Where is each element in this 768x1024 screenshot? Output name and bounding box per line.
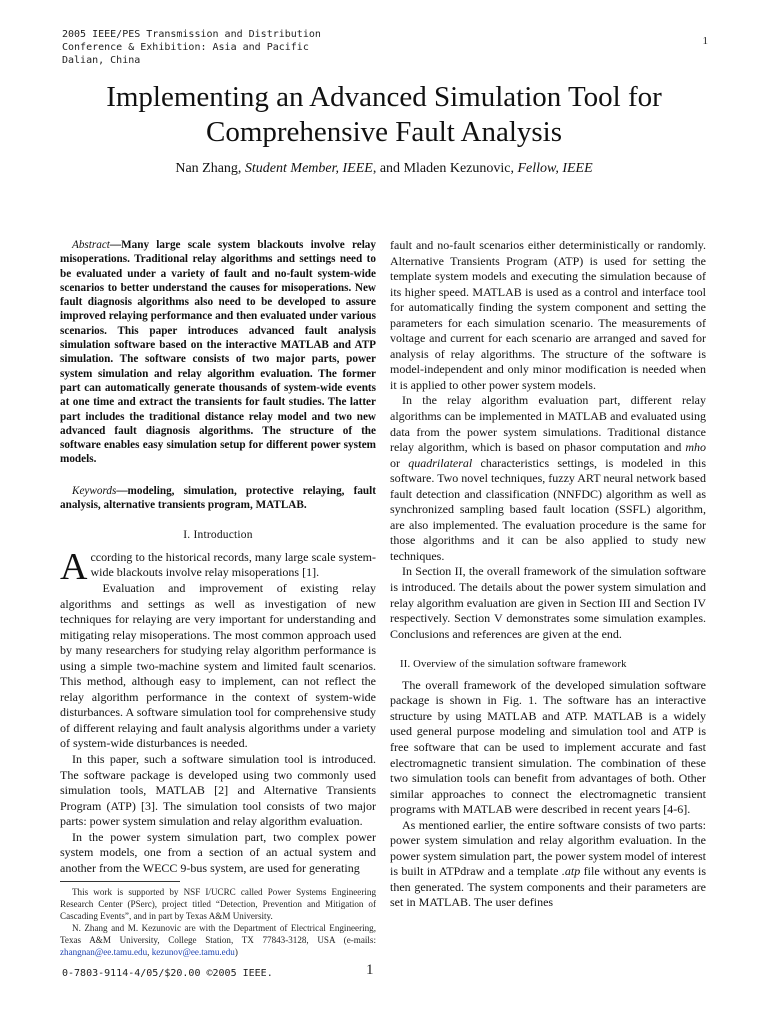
abstract-lead: Abstract bbox=[72, 239, 110, 251]
footnote-rule bbox=[60, 881, 180, 882]
drop-cap: A bbox=[60, 545, 88, 588]
conference-header: 2005 IEEE/PES Transmission and Distribution Conference & Exhibition: Asia and Pacific Dalian, China bbox=[62, 29, 321, 66]
author-2-name: Mladen Kezunovic bbox=[403, 161, 511, 176]
abstract bbox=[60, 238, 376, 467]
section-1-heading: I. Introduction bbox=[183, 529, 253, 542]
email-separator: , bbox=[147, 947, 152, 957]
s2-p2-text-b: file without any events is then generated. The system components and their parameters are set in MATLAB. The user defines bbox=[390, 864, 706, 910]
author-2-affiliation: Fellow, IEEE bbox=[517, 161, 593, 176]
intro-paragraph-2: Evaluation and improvement of existing relay algorithms and settings as well as investigation of new techniques for relaying are very important for understanding and mitigating relay misoperations. The most common approach used by many researchers for studying relay algorithm performance is using a simple two-machine system and limited fault scenarios. This method, although easy to implement, can not reflect the relay algorithm performance in the context of system-wide disturbances. A software simulation tool for comprehensive study of different relaying and fault analysis algorithms under a variety of system-wide disturbances is needed. bbox=[60, 580, 376, 751]
right-paragraph-1: fault and no-fault scenarios either deterministically or randomly. Alternative Transients Program (ATP) is used for setting the template system models and executing the simulation because of its higher speed. MATLAB is used as a control and interface tool for automatically finding the system component and setting the parameters for each simulation scenario. The measurements of voltage and current for each scenario are arranged and saved for analysis of relay algorithms. The structure of the software is model-independent and only minor modification is needed when it is applied to other power system models. bbox=[390, 238, 706, 392]
footnote-affiliation-text: N. Zhang and M. Kezunovic are with the Department of Electrical Engineering, Texas A&M University, College Station, TX 77843-3128, USA (e-mails: bbox=[60, 923, 376, 945]
paper-title-line-2: Comprehensive Fault Analysis bbox=[205, 116, 563, 148]
atp-file-term: .atp bbox=[561, 864, 581, 879]
author-1-affiliation: Student Member, IEEE bbox=[244, 161, 373, 176]
footer-isbn: 0-7803-9114-4/05/$20.00 ©2005 IEEE. bbox=[62, 968, 273, 979]
header-page-number: 1 bbox=[702, 35, 708, 47]
intro-paragraph-4: In the power system simulation part, two complex power system models, one from a section of an actual system and another from the WECC 9-bus system, are used for generating bbox=[60, 829, 376, 875]
section-2-paragraph-2 bbox=[390, 818, 706, 911]
left-column bbox=[60, 238, 376, 876]
abstract-text: —Many large scale system blackouts involve relay misoperations. Traditional relay algorithms and settings need to be evaluated under a variety of fault and no-fault system-wide scenarios to better understand the causes for misoperations. New fault diagnosis algorithms also need to be developed to assure improved relaying performance and then evaluated under various scenarios. This paper introduces advanced fault analysis simulation software based on the interactive MATLAB and ATP simulation. The software consists of two major parts, power system simulation and relay algorithm evaluation. The former part can automatically generate thousands of system-wide events at one time and extract the transients for fault studies. The latter part includes the traditional distance relay model and two new advanced fault diagnosis algorithms. The structure of the software enables easy simulation setup for different power system models. bbox=[60, 239, 376, 466]
intro-paragraph-3: In this paper, such a software simulation tool is introduced. The software package is developed using two commonly used simulation tools, MATLAB [2] and Alternative Transients Program (ATP) [3]. The simulation tool consists of two major parts: power system simulation and relay algorithm evaluation. bbox=[60, 752, 376, 829]
right-p2-text-a: In the relay algorithm evaluation part, different relay algorithms can be implemented in MATLAB and evaluated using data from the power system simulations. Traditional distance relay algorithm, which is based on phasor computation and bbox=[390, 393, 706, 455]
footnote bbox=[60, 886, 376, 958]
section-2-paragraph-1: The overall framework of the developed simulation software package is shown in Fig. 1. The software has an interactive structure by using MATLAB and ATP. MATLAB is a widely used general purpose modeling and simulation tool and ATP is free software that can be used to implement accurate and fast electromagnetic transient simulation. The combination of these two simulation tools can benefit from advantages of both. Other similar approaches to connect the electromagnetic transient programs with MATLAB were described in recent years [4-6]. bbox=[390, 677, 706, 817]
author-joiner: , and bbox=[372, 161, 404, 176]
keywords-lead: Keywords bbox=[72, 484, 117, 497]
author-line: Nan Zhang, Student Member, IEEE, and Mladen Kezunovic, Fellow, IEEE bbox=[175, 161, 593, 176]
right-paragraph-3: In Section II, the overall framework of the simulation software is introduced. The details about the power system simulation and relay algorithm evaluation are given in Section III and Section IV respectively. Section V demonstrates some simulation examples. Conclusions and references are given at the end. bbox=[390, 564, 706, 641]
right-p2-text-c: characteristics settings, is modeled in this software. Two novel techniques, fuzzy ART neural network based fault detection and classification (NNFDC) algorithm as well as synchronized sampling based fault location (SSFL) algorithm, are also implemented. The evaluation procedure is the same for those algorithms and it can be also applied to study new techniques. bbox=[390, 455, 707, 563]
mho-term: mho bbox=[685, 440, 706, 455]
email-link-zhang[interactable]: zhangnan@ee.tamu.edu bbox=[60, 947, 148, 957]
footer-page-number: 1 bbox=[366, 962, 374, 978]
footnote-affiliation bbox=[60, 922, 376, 958]
section-2-heading: II. Overview of the simulation software framework bbox=[400, 659, 627, 671]
intro-paragraph-1 bbox=[60, 545, 376, 588]
right-paragraph-2 bbox=[390, 393, 706, 564]
paper-title-line-1: Implementing an Advanced Simulation Tool for bbox=[106, 81, 662, 113]
paper-title bbox=[40, 80, 728, 150]
s2-p2-text-a: As mentioned earlier, the entire software consists of two parts: power system simulation and relay algorithm evaluation. In the power system simulation part, the power system model of interest is built in ATPdraw and a template bbox=[390, 817, 706, 879]
keywords-text: —modeling, simulation, protective relaying, fault analysis, alternative transients program, MATLAB. bbox=[60, 484, 376, 512]
right-column bbox=[390, 238, 706, 911]
intro-p1-text: ccording to the historical records, many large scale system-wide blackouts involve relay misoperations [1]. bbox=[90, 549, 376, 580]
email-close: ) bbox=[234, 947, 238, 957]
keywords bbox=[60, 484, 376, 513]
email-link-kezunovic[interactable]: kezunov@ee.tamu.edu bbox=[151, 947, 235, 957]
quadrilateral-term: quadrilateral bbox=[408, 455, 473, 470]
right-p2-text-b: or bbox=[390, 455, 409, 470]
footnote-funding: This work is supported by NSF I/UCRC called Power Systems Engineering Research Center (PSerc), project titled “Detection, Prevention and Mitigation of Cascading Events”, and in part by Texas A&M University. bbox=[60, 887, 376, 921]
author-1-name: Nan Zhang bbox=[175, 161, 238, 176]
